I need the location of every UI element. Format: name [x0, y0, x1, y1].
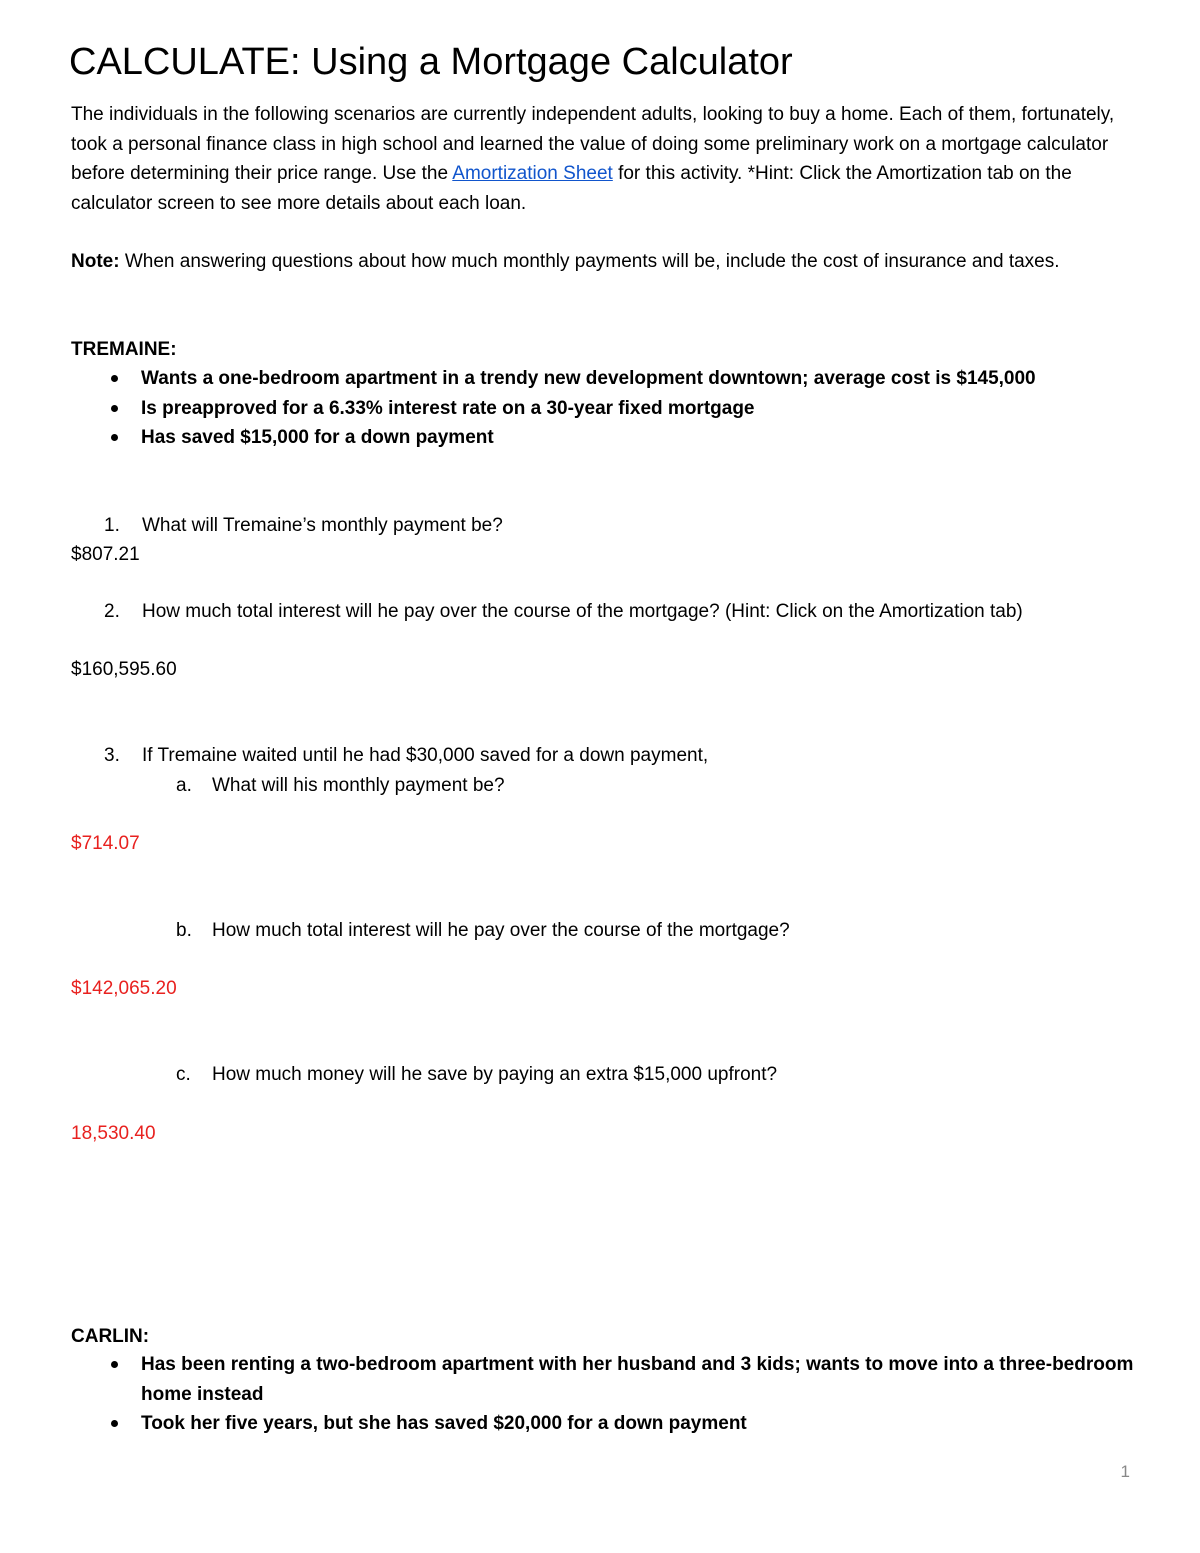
page-title: CALCULATE: Using a Mortgage Calculator: [69, 41, 793, 83]
note-paragraph: [71, 247, 1141, 277]
list-item: Took her five years, but she has saved $20,000 for a down payment: [71, 1409, 1141, 1439]
subquestion-text: How much total interest will he pay over the course of the mortgage?: [212, 920, 790, 941]
subquestion-letter: a.: [176, 775, 192, 796]
tremaine-heading: TREMAINE:: [71, 339, 177, 360]
answer-text: $714.07: [71, 833, 140, 854]
intro-paragraph: [71, 100, 1141, 218]
bullet-icon: [111, 375, 118, 382]
answer-text: $807.21: [71, 544, 140, 565]
carlin-heading: CARLIN:: [71, 1326, 150, 1347]
carlin-bullets: [71, 1350, 1141, 1439]
intro-text-after-link: for this activity. *Hint: Click the Amortization tab on the calculator screen to see more details about each loan.: [71, 163, 1072, 214]
tremaine-bullets: [71, 364, 1141, 453]
question-text: If Tremaine waited until he had $30,000 saved for a down payment,: [142, 745, 709, 766]
subquestion-text: How much money will he save by paying an extra $15,000 upfront?: [212, 1064, 778, 1085]
answer-text: $160,595.60: [71, 659, 177, 680]
list-item: Wants a one-bedroom apartment in a trendy new development downtown; average cost is $145,000: [71, 364, 1141, 394]
list-item: Has been renting a two-bedroom apartment with her husband and 3 kids; wants to move into a three-bedroom home instead: [71, 1350, 1141, 1409]
subquestion-letter: b.: [176, 920, 192, 941]
subquestion-text: What will his monthly payment be?: [212, 775, 505, 796]
note-label: Note:: [71, 251, 120, 272]
bullet-icon: [111, 1420, 118, 1427]
question-text: How much total interest will he pay over the course of the mortgage? (Hint: Click on the Amortization tab): [142, 601, 1023, 622]
question-number: 2.: [104, 601, 120, 622]
list-item: Is preapproved for a 6.33% interest rate on a 30-year fixed mortgage: [71, 394, 1141, 424]
question-number: 3.: [104, 745, 120, 766]
note-text: When answering questions about how much monthly payments will be, include the cost of insurance and taxes.: [119, 251, 1060, 272]
bullet-icon: [111, 405, 118, 412]
bullet-icon: [111, 1361, 118, 1368]
intro-text-before-link: The individuals in the following scenarios are currently independent adults, looking to buy a home. Each of them, fortunately, took a personal finance class in high school and learned the value of doing some preliminary work on a mortgage calculator before determining their price range. Use the: [71, 104, 1115, 184]
list-item: Has saved $15,000 for a down payment: [71, 423, 1141, 453]
question-text: What will Tremaine’s monthly payment be?: [142, 515, 503, 536]
bullet-icon: [111, 434, 118, 441]
answer-text: 18,530.40: [71, 1123, 156, 1144]
page-number: 1: [1120, 1462, 1130, 1481]
subquestion-letter: c.: [176, 1064, 191, 1085]
question-number: 1.: [104, 515, 120, 536]
answer-text: $142,065.20: [71, 978, 177, 999]
amortization-sheet-link[interactable]: Amortization Sheet: [452, 163, 613, 184]
